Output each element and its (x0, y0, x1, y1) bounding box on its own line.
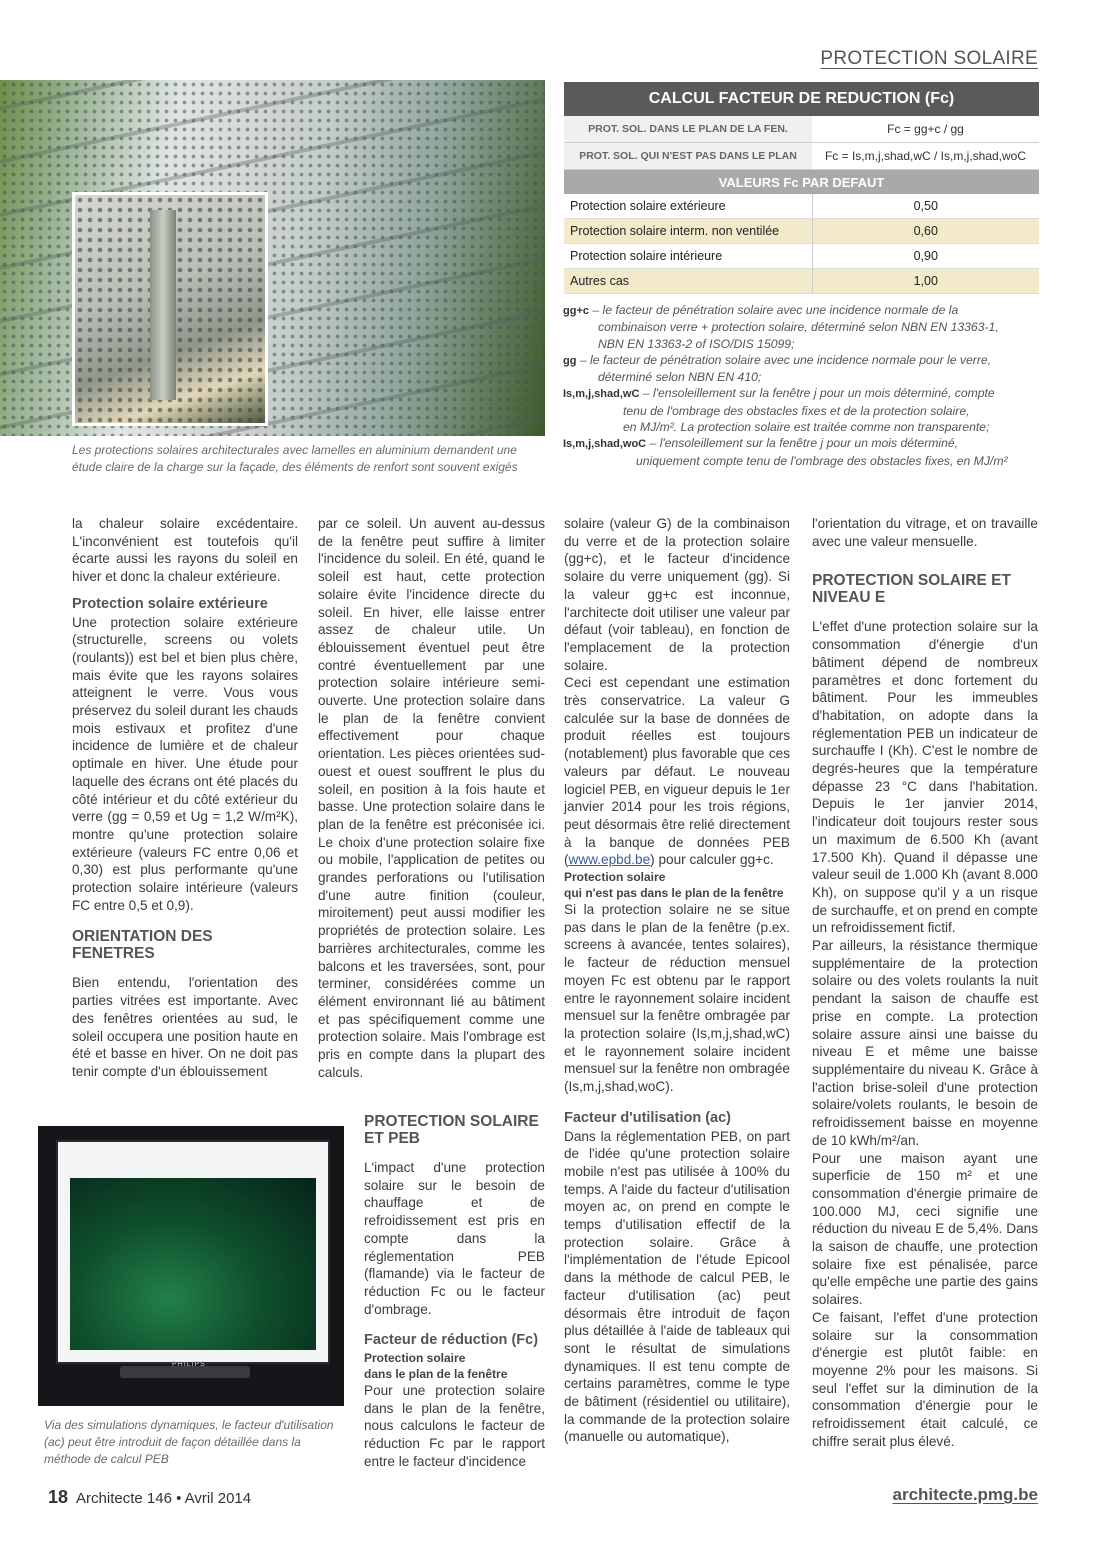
table-row (564, 244, 1039, 269)
formula-value: Fc = Is,m,j,shad,wC / Is,m,j,shad,woC (812, 143, 1039, 170)
definition-text: NBN EN 13363-2 of ISO/DIS 15099; (598, 336, 795, 351)
default-label: Protection solaire interm. non ventilée (564, 219, 812, 244)
subheading: Facteur d'utilisation (ac) (564, 1109, 731, 1126)
footer-issue (48, 1487, 251, 1508)
default-value: 1,00 (812, 269, 1039, 294)
paragraph: Une protection solaire extérieure (structurelle, screens ou volets (roulants)) est bel et bien plus chère, mais évite que les rayons solaires atteignent le verre. Vous vous préservez du soleil durant les chauds mois estivaux et profitez d'une incidence de lumière et de chaleur optimale en hiver. Une étude pour laquelle des écrans ont été placés du côté intérieur et du côté extérieur du verre (gg = 0,59 et Ug = 1,2 W/m²K), montre qu'une protection solaire extérieure (valeurs FC entre 0,06 et 0,30) est plus performante qu'une protection solaire intérieure (valeurs FC entre 0,5 et 0,9). (72, 614, 298, 913)
website-link[interactable]: architecte.pmg.be (892, 1485, 1038, 1504)
epbd-link[interactable]: www.epbd.be (568, 852, 651, 868)
paragraph (564, 674, 790, 869)
article-column-1 (72, 515, 298, 1081)
paragraph: Ce faisant, l'effet d'une protection solaire sur la consommation d'énergie est plutôt faible: en moyenne 2% pour les maisons. Si seul l'effet sur la diminution de la consommation d'énergie pour le refroidissement était calculé, ce chiffre serait plus élevé. (812, 1309, 1038, 1449)
definition-text: déterminé selon NBN EN 410; (598, 370, 762, 385)
issue-label: Architecte 146 • Avril 2014 (76, 1490, 252, 1507)
formula-label: PROT. SOL. QUI N'EST PAS DANS LE PLAN (564, 143, 812, 170)
section-heading: PROTECTION SOLAIRE ET PEB (364, 1113, 539, 1147)
table-row (564, 194, 1039, 219)
definition-text: – le facteur de pénétration solaire avec une incidence normale de la (592, 303, 959, 317)
table-title: CALCUL FACTEUR DE REDUCTION (Fc) (564, 82, 1039, 116)
definition-text: uniquement compte tenu de l'ombrage des obstacles fixes, en MJ/m² (636, 453, 1008, 468)
subheading-small: qui n'est pas dans le plan de la fenêtre (564, 886, 784, 901)
fc-reduction-table (564, 82, 1039, 294)
table-row (564, 269, 1039, 294)
paragraph: L'effet d'une protection solaire sur la consommation d'énergie d'un bâtiment dépend de nombreux paramètres et donc fortement du bâtiment. Pour les immeubles d'habitation, on adopte dans la réglementation PEB un indicateur de surchauffe I (Kh). C'est le nombre de degrés-heures que la température dépasse 23 °C dans l'habitation. Depuis le 1er janvier 2014, l'indicateur doit toujours rester sous un maximum de 6.500 Kh (avant 17.500 Kh). Quand il dépasse une valeur seuil de 1.000 Kh (avant 8.000 Kh), on suppose qu'il y a un risque de surchauffe, et on prend en compte un refroidissement fictif. (812, 619, 1038, 936)
text-run: Ceci est cependant une estimation très conservatrice. La valeur G calculée sur la base de données de produit réelles est toujours (notablement) plus favorable que ces valeurs par défaut. Le nouveau logiciel PEB, en vigueur depuis le 1er janvier 2014 pour les trois régions, peut désormais être relié directement à la banque de données PEB ( (564, 675, 790, 868)
article-column-3 (564, 515, 790, 1446)
paragraph: solaire (valeur G) de la combinaison du verre et de la protection solaire (gg+c), et le facteur d'incidence solaire du verre uniquement (gg). Si la valeur gg+c est inconnue, l'architecte doit utiliser une valeur par défaut (voir tableau), en fonction de l'emplacement de la protection solaire. (564, 516, 790, 673)
paragraph: Pour une protection solaire dans le plan de la fenêtre, nous calculons le facteur de réduction Fc par le rapport entre le facteur d'incidence (364, 1383, 545, 1469)
formula-label: PROT. SOL. DANS LE PLAN DE LA FEN. (564, 116, 812, 143)
symbol-definitions (563, 302, 1039, 469)
steel-support-detail (150, 210, 176, 400)
section-title: PROTECTION SOLAIRE (820, 48, 1038, 69)
paragraph: Pour une maison ayant une superficie de 150 m² et une consommation d'énergie primaire de 100.000 MJ, ceci signifie une réduction du niveau E de 5,4%. Dans la saison de chauffe, une protection solaire fixe est pénalisée, parce qu'elle empêche une partie des gains solaires. (812, 1150, 1038, 1308)
definition-text: – l'ensoleillement sur la fenêtre j pour un mois déterminé, compte (642, 386, 995, 401)
paragraph: Dans la réglementation PEB, on part de l'idée qu'une protection solaire mobile n'est pas utilisée à 100% du temps. A l'aide du facteur d'utilisation moyen ac, on prend en compte le temps d'utilisation effectif de la protection solaire. Grâce à l'implémentation de l'étude Epicool dans la méthode de calcul PEB, le facteur d'utilisation (ac) peut désormais être introduit de façon plus détaillée à l'aide de tableaux qui sont le résultat de simulations dynamiques. Il est tenu compte de certains paramètres, comme le type de bâtiment (résidentiel ou utilitaire), la commande de la protection solaire (manuelle ou automatique), (564, 1128, 790, 1445)
subheading-small: Protection solaire (564, 870, 666, 885)
paragraph: la chaleur solaire excédentaire. L'inconvénient est toutefois qu'il écarte aussi les rayons du soleil en hiver et donc la chaleur extérieure. (72, 516, 298, 585)
definition-text: – le facteur de pénétration solaire avec une incidence normale pour le verre, (579, 352, 992, 367)
subheading: Facteur de réduction (Fc) (364, 1332, 539, 1349)
default-label: Protection solaire intérieure (564, 244, 812, 269)
sunpath-visualisation (70, 1178, 316, 1350)
subheading-small: dans le plan de la fenêtre (364, 1367, 508, 1382)
section-heading: ORIENTATION DES FENETRES (72, 928, 213, 963)
formula-value: Fc = gg+c / gg (812, 116, 1039, 143)
text-run: ) pour calculer gg+c. (650, 852, 774, 868)
article-column-4 (812, 515, 1038, 1450)
table-row (564, 219, 1039, 244)
default-label: Protection solaire extérieure (564, 194, 812, 219)
symbol: gg (563, 354, 577, 367)
definition-text: en MJ/m². La protection solaire est traitée comme non transparente; (623, 420, 990, 435)
default-value: 0,60 (812, 219, 1039, 244)
table-row (564, 116, 1039, 143)
subheading-small: Protection solaire (364, 1351, 466, 1366)
default-label: Autres cas (564, 269, 812, 294)
paragraph: par ce soleil. Un auvent au-dessus de la fenêtre peut suffire à limiter l'incidence du soleil. En été, quand le soleil est haut, cette protection solaire évite l'incidence directe du soleil. En hiver, elle laisse entrer assez de chaleur utile. Un éblouissement éventuel peut être contré éventuellement par une protection solaire intérieure semi-ouverte. Une protection solaire dans le plan de la fenêtre convient effectivement pour chaque orientation. Les pièces orientées sud-ouest et ouest souffrent le plus du soleil, en position à la fois haute et basse. Une protection solaire dans le plan de la fenêtre est préconisée ici. Le choix d'une protection solaire fixe ou mobile, l'application de petites ou grandes perforations ou l'utilisation d'une autre finition (couleur, miroitement) peut aussi modifier les propriétés de protection solaire. Les barrières architecturales, comme les balcons et les traversées, sont, pour terminer, considérées comme un élément environnant lié au bâtiment et pas spécifiquement comme une protection solaire. Mais l'ombrage est pris en compte dans la plupart des calculs. (318, 516, 545, 1080)
default-value: 0,50 (812, 194, 1039, 219)
paragraph: L'impact d'une protection solaire sur le besoin de chauffage et de refroidissement est pris en compte dans la réglementation PEB (flamande) via le facteur de réduction Fc ou le facteur d'ombrage. (364, 1160, 545, 1317)
definition-text: combinaison verre + protection solaire, déterminé selon NBN EN 13363-1, (598, 320, 999, 335)
monitor-brand-logo: PHILIPS (172, 1361, 206, 1368)
table-row (564, 143, 1039, 170)
page-number: 18 (48, 1487, 69, 1507)
paragraph: l'orientation du vitrage, et on travaille avec une valeur mensuelle. (812, 516, 1038, 549)
paragraph: Par ailleurs, la résistance thermique supplémentaire de la protection solaire ou des volets roulants la nuit pendant la saison de chauffe est prise en compte. La protection solaire assure ainsi une baisse du niveau E et même une baisse supplémentaire du niveau K. Grâce à l'action brise-soleil d'une protection solaire/volets roulants, le besoin de refroidissement baisse en moyenne de 10 kWh/m²/an. (812, 938, 1038, 1148)
subheading: Protection solaire extérieure (72, 595, 268, 612)
table-subtitle: VALEURS Fc PAR DEFAUT (564, 170, 1039, 195)
photo2-caption: Via des simulations dynamiques, le facteur d'utilisation (ac) peut être introduit de façon détaillée dans la méthode de calcul PEB (44, 1418, 334, 1466)
default-value: 0,90 (812, 244, 1039, 269)
definition-text: tenu de l'ombrage des obstacles fixes et de la protection solaire, (623, 403, 970, 418)
symbol: gg+c (563, 305, 589, 317)
symbol: Is,m,j,shad,woC (563, 438, 647, 451)
article-column-2-lower (364, 1113, 545, 1471)
definition-text: – l'ensoleillement sur la fenêtre j pour un mois déterminé, (649, 436, 959, 451)
paragraph: Bien entendu, l'orientation des parties vitrées est importante. Avec des fenêtres orientées au sud, le soleil occupera une position haute en été et basse en hiver. On ne doit pas tenir compte d'un éblouissement (72, 975, 298, 1079)
paragraph: Si la protection solaire ne se situe pas dans le plan de la fenêtre (p.ex. screens à avancée, tentes solaires), le facteur de réduction mensuel moyen Fc est obtenu par le rapport entre le rayonnement solaire incident mensuel sur la fenêtre ombragée par la protection solaire (Is,m,j,shad,wC) et le rayonnement solaire incident mensuel sur la fenêtre non ombragée (Is,m,j,shad,woC). (564, 902, 790, 1095)
section-heading: PROTECTION SOLAIRE ET NIVEAU E (812, 572, 1011, 607)
photo1-caption: Les protections solaires architecturales avec lamelles en aluminium demandent une étude claire de la charge sur la façade, des éléments de renfort sont souvent exigés (72, 443, 518, 474)
symbol: Is,m,j,shad,wC (563, 388, 640, 401)
article-column-2 (318, 515, 545, 1082)
